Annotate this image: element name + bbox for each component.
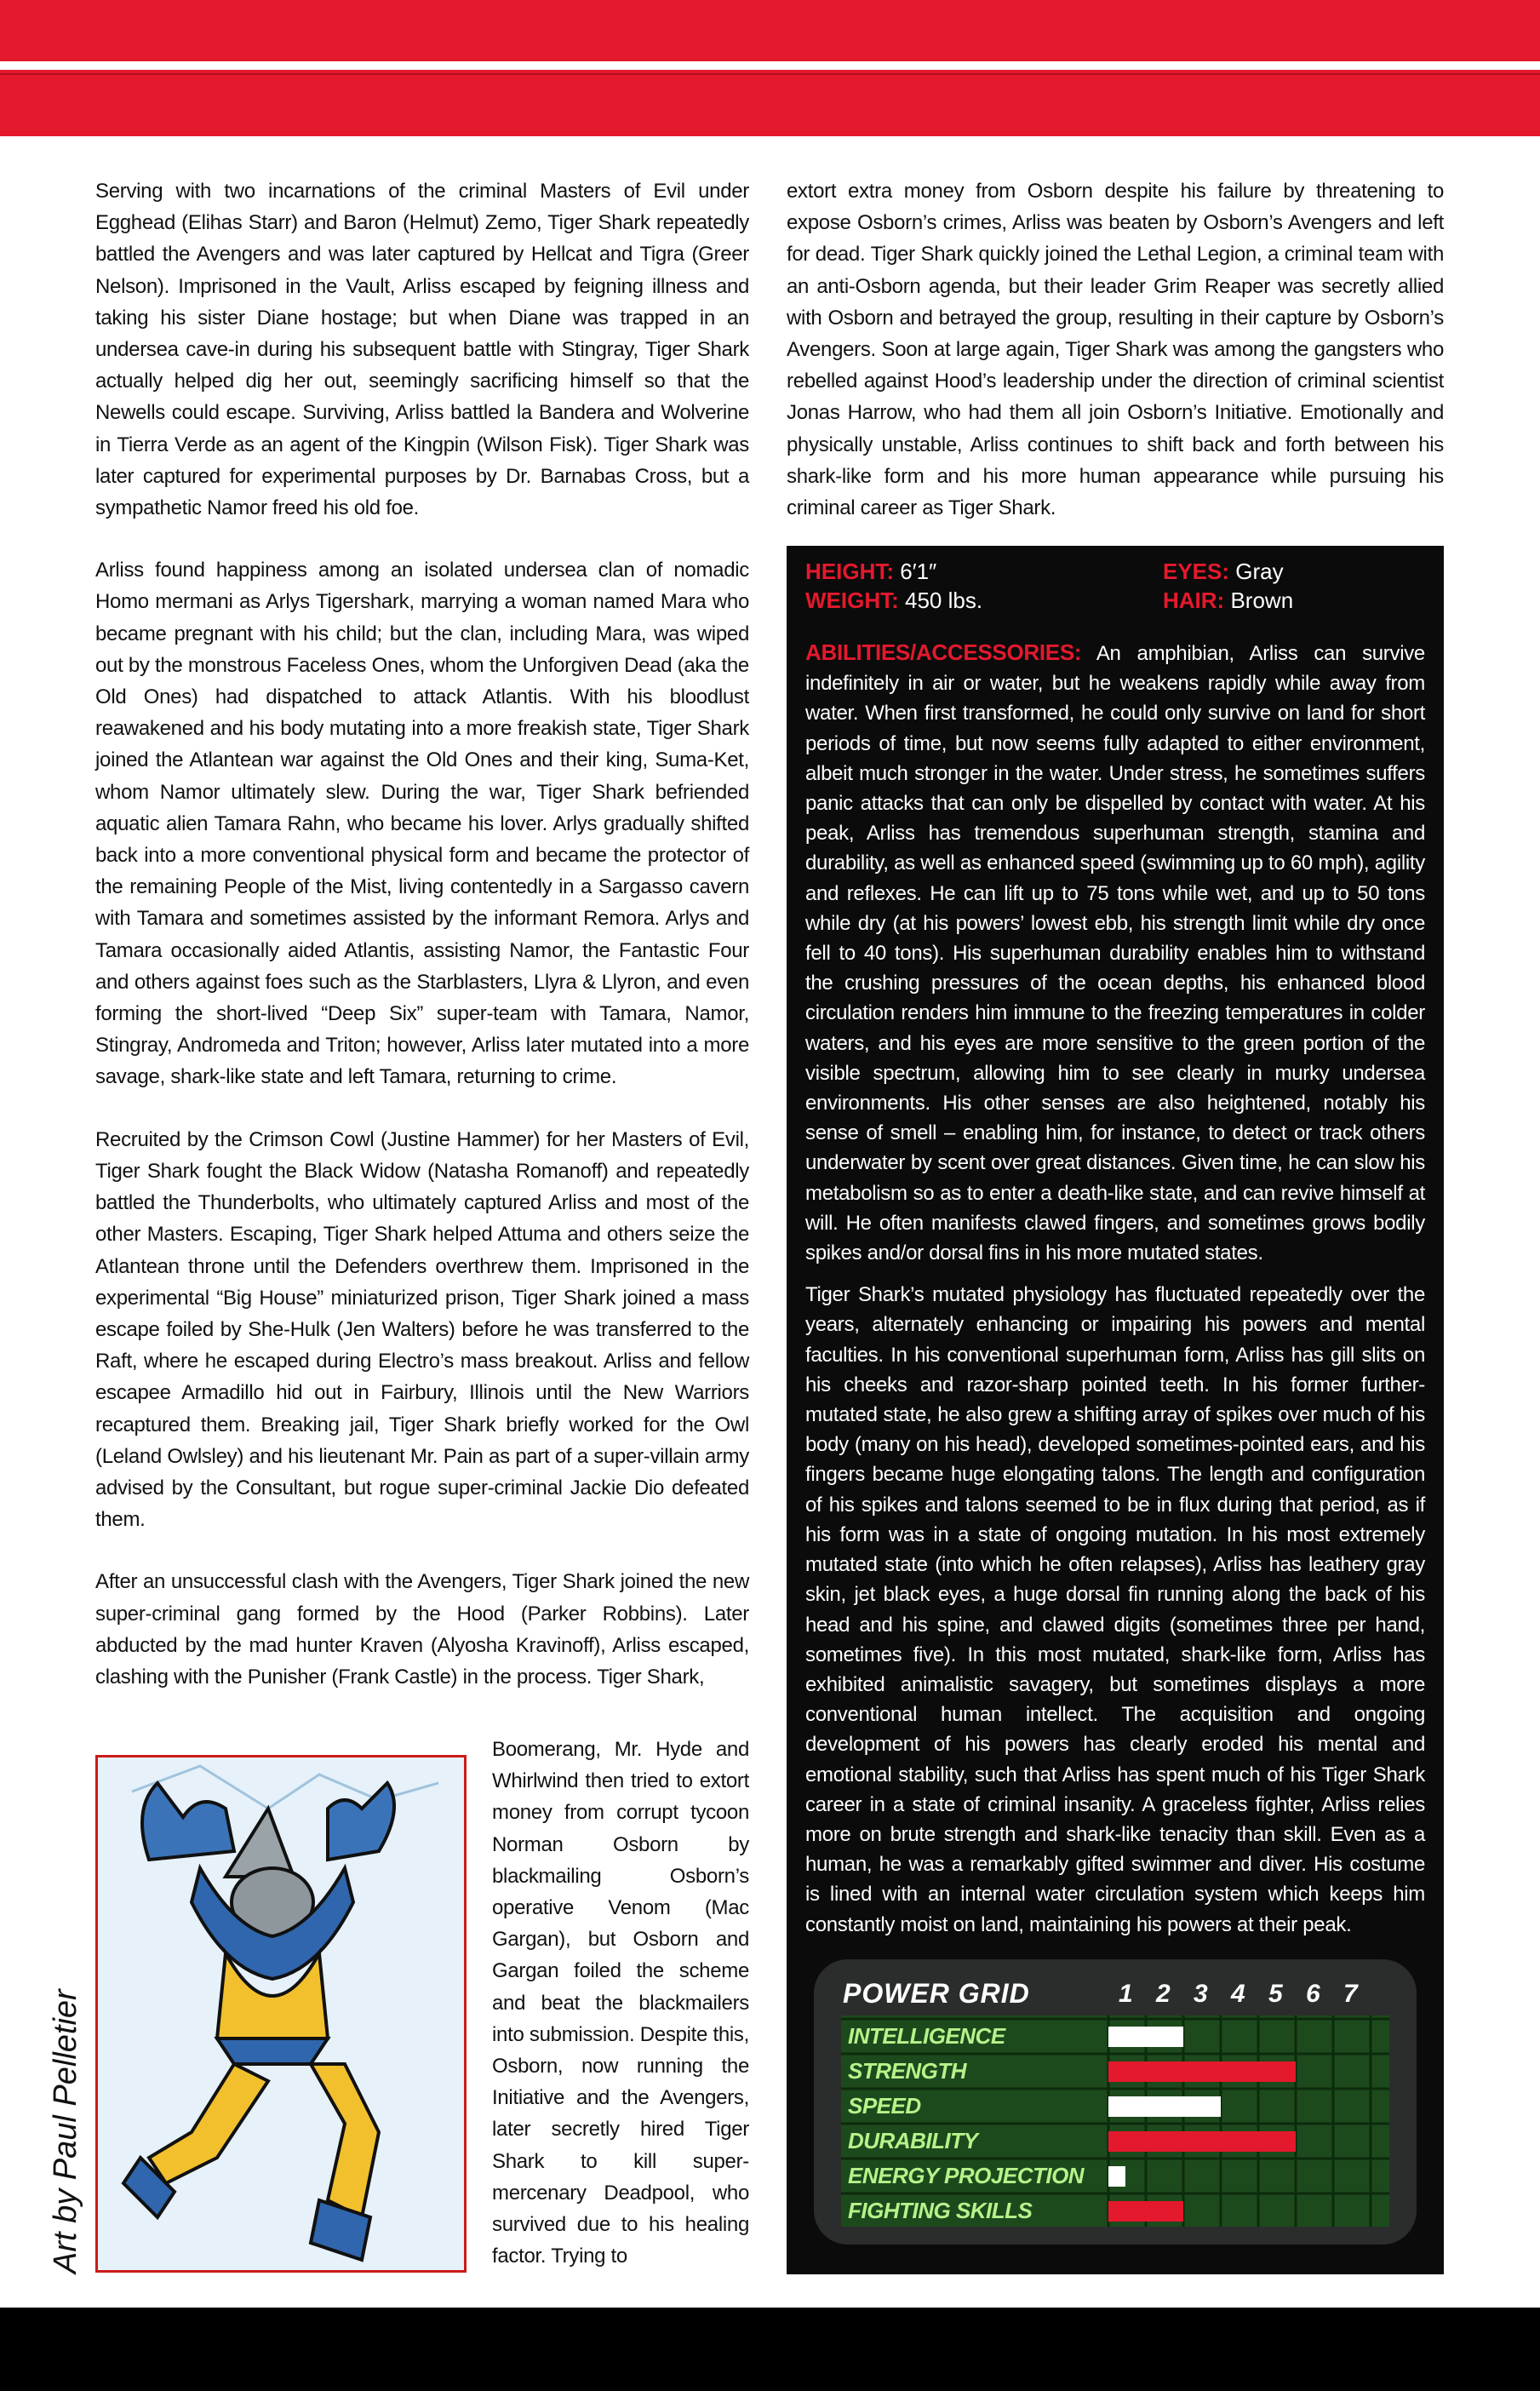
height-stat: [805, 558, 936, 585]
power-grid-scale-4: 4: [1231, 1980, 1245, 2008]
hair-stat: [1163, 587, 1293, 614]
stats-body: [805, 638, 1425, 1940]
hair-label: HAIR:: [1163, 588, 1225, 613]
abilities-paragraph: [805, 638, 1425, 1268]
power-grid: [814, 1959, 1417, 2245]
power-grid-bar-strength: [1108, 2061, 1296, 2082]
power-grid-label-fighting-skills: FIGHTING SKILLS: [848, 2198, 1033, 2223]
power-grid-scale-1: 1: [1119, 1980, 1133, 2008]
inset-text-column: [492, 1734, 749, 2272]
power-grid-bar-fighting-skills: [1108, 2201, 1183, 2222]
character-illustration: [95, 1755, 467, 2273]
eyes-label: EYES:: [1163, 559, 1230, 584]
power-grid-label-strength: STRENGTH: [848, 2058, 966, 2084]
height-value: 6′1″: [900, 559, 937, 584]
power-grid-scale-2: 2: [1156, 1980, 1171, 2008]
bio-paragraph-4: After an unsuccessful clash with the Avengers, Tiger Shark joined the new super-criminal gang formed by the Hood (Parker Robbins). Later abducted by the mad hunter Kraven (Alyosha Kravinoff), Arliss escaped, clashing with the Punisher (Frank Castle) in the process. Tiger Shark,: [95, 1570, 749, 1689]
right-column: [787, 175, 1444, 524]
bio-paragraph-2: Arliss found happiness among an isolated undersea clan of nomadic Homo mermani as Arlys Tigershark, marrying a woman named Mara who became pregnant with his child; but the clan, including Mara, was wiped out by the monstrous Faceless Ones, whom the Unforgiven Dead (aka the Old Ones) had dispatched to attack Atlantis. With his bloodlust reawakened and his body mutating into a more freakish state, Tiger Shark joined the Atlantean war against the Old Ones and their king, Suma-Ket, whom Namor ultimately slew. During the war, Tiger Shark befriended aquatic alien Tamara Rahn, who became his lover. Arlys gradually shifted back into a more conventional physical form and became the protector of the remaining People of the Mist, living contentedly in a Sargasso cavern with Tamara and sometimes assisted by the informant Remora. Arlys and Tamara occasionally aided Atlantis, assisting Namor, the Fantastic Four and others against foes such as the Starblasters, Llyra & Llyron, and even forming the short-lived “Deep Six” super-team with Tamara, Namor, Stingray, Andromeda and Triton; however, Arliss later mutated into a more savage, shark-like state and left Tamara, returning to crime.: [95, 559, 749, 1089]
power-grid-bar-intelligence: [1108, 2027, 1183, 2047]
physiology-paragraph: Tiger Shark’s mutated physiology has fluctuated repeatedly over the years, alternately enhancing or impairing his powers and mental faculties. In his conventional superhuman form, Arliss has gill slits on his cheeks and razor-sharp pointed teeth. In his former further-mutated state, he also grew a shifting array of spikes over much of his body (many on his head), developed sometimes-pointed ears, and his fingers became huge elongating talons. The length and configuration of his spikes and talons seemed to be in flux during that period, as if his form was in a state of ongoing mutation. In his most extremely mutated state (into which he often relapses), Arliss has leathery gray skin, jet black eyes, a huge dorsal fin running along the back of his head and his spine, and clawed digits (sometimes three per hand, sometimes five). In this most mutated, shark-like form, Arliss has exhibited animalistic savagery, but sometimes displays a more conventional human intellect. The acquisition and ongoing development of his powers has clearly eroded his mental and emotional stability, such that Arliss has spent much of his Tiger Shark career in a state of criminal insanity. A graceless fighter, Arliss relies more on brute strength and shark-like tenacity than skill. Even as a human, he was a remarkably gifted swimmer and diver. His costume is lined with an internal water circulation system which keeps him constantly moist on land, maintaining his powers at their peak.: [805, 1283, 1425, 1936]
power-grid-scale-7: 7: [1343, 1980, 1358, 2008]
eyes-stat: [1163, 558, 1284, 585]
power-grid-scale-5: 5: [1268, 1980, 1283, 2008]
power-grid-label-intelligence: INTELLIGENCE: [848, 2023, 1005, 2049]
weight-value: 450 lbs.: [905, 588, 983, 613]
hair-value: Brown: [1230, 588, 1294, 613]
power-grid-area: [841, 2015, 1389, 2227]
power-grid-bar-energy-projection: [1108, 2166, 1125, 2187]
weight-label: WEIGHT:: [805, 588, 899, 613]
tiger-shark-figure: [98, 1757, 464, 2270]
header-stripe-shadow: [0, 73, 1540, 75]
left-column: [95, 175, 749, 1693]
power-grid-scale-3: 3: [1194, 1980, 1208, 2008]
header-stripe: [0, 61, 1540, 70]
bio-paragraph-5: extort extra money from Osborn despite his failure by threatening to expose Osborn’s crimes, Arliss was beaten by Osborn’s Avengers and left for dead. Tiger Shark quickly joined the Lethal Legion, a criminal team with an anti-Osborn agenda, but their leader Grim Reaper was secretly allied with Osborn and betrayed the group, resulting in their capture by Osborn’s Avengers. Soon at large again, Tiger Shark was among the gangsters who rebelled against Hood’s leadership under the direction of criminal scientist Jonas Harrow, who had them all join Osborn’s Initiative. Emotionally and physically unstable, Arliss continues to shift back and forth between his shark-like form and his more human appearance while pursuing his criminal career as Tiger Shark.: [787, 180, 1444, 520]
power-grid-label-durability: DURABILITY: [848, 2128, 978, 2153]
abilities-text: An amphibian, Arliss can survive indefinitely in air or water, but he weakens rapidly while away from water. When first transformed, he could only survive on land for short periods of time, but now seems fully adapted to either environment, albeit much stronger in the water. Under stress, he sometimes suffers panic attacks that can only be dispelled by contact with water. At his peak, Arliss has tremendous superhuman strength, stamina and durability, as well as enhanced speed (swimming up to 60 mph), agility and reflexes. He can lift up to 75 tons while wet, and up to 50 tons while dry (at his powers’ lowest ebb, his strength limit while dry once fell to 40 tons). His superhuman durability enables him to withstand the crushing pressures of the ocean depths, his enhanced blood circulation renders him immune to the freezing temperatures in colder waters, and his eyes are more sensitive to the green portion of the visible spectrum, allowing him to see clearly in murky undersea environments. His other senses are also heightened, notably his sense of smell – enabling him, for instance, to detect or track others underwater by scent over great distances. Given time, he can slow his metabolism so as to enter a death-like state, and can revive himself at will. He often manifests clawed fingers, and sometimes grows bodily spikes and/or dorsal fins in his more mutated states.: [805, 642, 1425, 1265]
power-grid-bar-durability: [1108, 2131, 1296, 2152]
footer-band: [0, 2308, 1540, 2391]
eyes-value: Gray: [1235, 559, 1284, 584]
stats-panel: [787, 546, 1444, 2274]
height-label: HEIGHT:: [805, 559, 894, 584]
header-band: [0, 0, 1540, 136]
bio-paragraph-3: Recruited by the Crimson Cowl (Justine Hammer) for her Masters of Evil, Tiger Shark fought the Black Widow (Natasha Romanoff) and repeatedly battled the Thunderbolts, who ultimately captured Arliss and most of the other Masters. Escaping, Tiger Shark helped Attuma and others seize the Atlantean throne until the Defenders overthrew them. Imprisoned in the experimental “Big House” miniaturized prison, Tiger Shark joined a mass escape foiled by She-Hulk (Jen Walters) before he was transferred to the Raft, where he escaped during Electro’s mass breakout. Arliss and fellow escapee Armadillo hid out in Fairbury, Illinois until the New Warriors recaptured them. Breaking jail, Tiger Shark briefly worked for the Owl (Leland Owlsley) and his lieutenant Mr. Pain as part of a super-villain army advised by the Consultant, but rogue super-criminal Jackie Dio defeated them.: [95, 1127, 749, 1532]
abilities-label: ABILITIES/ACCESSORIES:: [805, 639, 1082, 665]
power-grid-bar-speed: [1108, 2096, 1221, 2117]
bio-paragraph-4-inset: Boomerang, Mr. Hyde and Whirlwind then tried to extort money from corrupt tycoon Norman Osborn by blackmailing Osborn’s operative Venom (Mac Gargan), but Osborn and Gargan foiled the scheme and beat the blackmailers into submission. Despite this, Osborn, now running the Initiative and the Avengers, later secretly hired Tiger Shark to kill super-mercenary Deadpool, who survived due to his healing factor. Trying to: [492, 1738, 749, 2268]
power-grid-label-speed: SPEED: [848, 2093, 921, 2119]
weight-stat: [805, 587, 982, 614]
bio-paragraph-1: Serving with two incarnations of the criminal Masters of Evil under Egghead (Elihas Starr) and Baron (Helmut) Zemo, Tiger Shark repeatedly battled the Avengers and was later captured by Hellcat and Tigra (Greer Nelson). Imprisoned in the Vault, Arliss escaped by feigning illness and taking his sister Diane hostage; but when Diane was trapped in an undersea cave-in during his subsequent battle with Stingray, Tiger Shark actually helped dig her out, seemingly sacrificing himself so that the Newells could escape. Surviving, Arliss battled la Bandera and Wolverine in Tierra Verde as an agent of the Kingpin (Wilson Fisk). Tiger Shark was later captured for experimental purposes by Dr. Barnabas Cross, but a sympathetic Namor freed his old foe.: [95, 180, 749, 520]
power-grid-title: POWER GRID: [843, 1978, 1030, 2009]
power-grid-label-energy-projection: ENERGY PROJECTION: [848, 2163, 1085, 2188]
power-grid-scale-6: 6: [1306, 1980, 1320, 2008]
art-credit: Art by Paul Pelletier: [48, 1989, 83, 2273]
